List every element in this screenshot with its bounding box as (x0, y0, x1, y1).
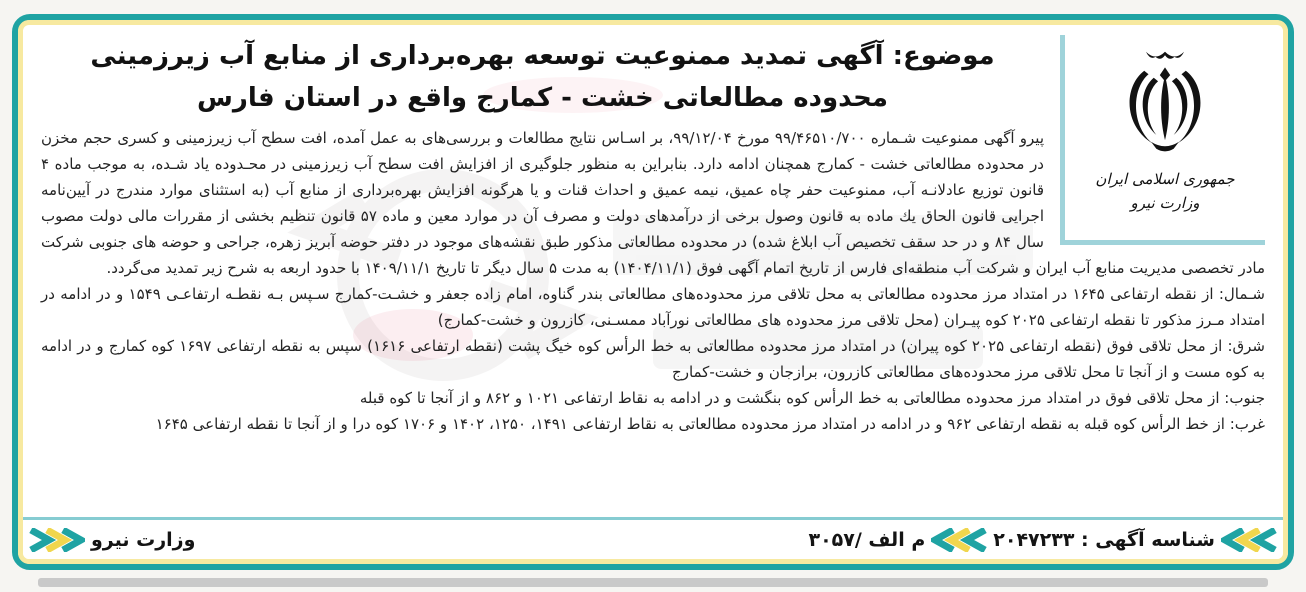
chevron-decor-icon (931, 528, 987, 552)
org-name: جمهوری اسلامی ایران (1095, 170, 1235, 188)
east-boundary-paragraph: شرق: از محل تلاقی فوق (نقطه ارتفاعی ۲۰۲۵ کوه پیران) در امتداد مرز محدوده مطالعاتی به خط الرأس کوه خیگ پشت (نقطه ارتفاعی ۱۶۱۶) سپس به نقطه ارتفاعی ۱۶۹۷ کوه کمارج و در ادامه به کوه مست و از آنجا تا محل تلاقی مرز محدوده‌های مطالعاتی کازرون، برازجان و خشت-کمارج (41, 337, 1266, 381)
ministry-footer-label: وزارت نیرو (91, 528, 196, 551)
chevron-decor-icon (1221, 528, 1277, 552)
chevron-decor-icon (29, 528, 85, 552)
emblem-box (1060, 35, 1265, 245)
shadow-strip (38, 578, 1268, 587)
notice-card (12, 14, 1294, 570)
west-boundary-paragraph: غرب: از خط الرأس کوه قبله به نقطه ارتفاعی ۹۶۲ و در ادامه در امتداد مرز محدوده مطالعاتی به نقاط ارتفاعی ۱۴۹۱، ۱۲۵۰، ۱۴۰۲ و ۱۷۰۶ کوه درا و از آنجا تا نقطه ارتفاعی ۱۶۴۵ (155, 415, 1265, 433)
south-boundary-paragraph: جنوب: از محل تلاقی فوق در امتداد مرز محدوده مطالعاتی به خط الرأس کوه بنگشت و در ادامه به نقاط ارتفاعی ۱۰۲۱ و ۸۶۲ و از آنجا تا کوه قبله (359, 389, 1265, 407)
title-line-2: محدوده مطالعاتی خشت - کمارج واقع در استان فارس (197, 83, 888, 113)
notice-flow (41, 35, 1265, 437)
ad-id (993, 529, 1215, 551)
title-line-1: موضوع: آگهی تمدید ممنوعیت توسعه بهره‌برداری از منابع آب زیرزمینی (90, 41, 995, 71)
iran-coat-of-arms-icon (1113, 43, 1217, 161)
ad-id-value: ۲۰۴۷۲۳۳ (993, 528, 1075, 551)
notice-card-inner (18, 20, 1288, 564)
north-boundary-paragraph: شـمال: از نقطه ارتفاعی ۱۶۴۵ در امتداد مرز محدوده مطالعاتی به محل تلاقی مرز محدوده‌های مطالعاتی بندر گناوه، امام زاده جعفر و خشـت-کمارج سـپس بـه نقطـه ارتفاعـی ۱۵۴۹ و در ادامه در امتداد مـرز مذکور تا نقطه ارتفاعی ۲۰۲۵ کوه پیـران (محل تلاقی مرز محدوده های مطالعاتی نورآباد ممسـنی، کازرون و خشت-کمارج) (41, 285, 1265, 329)
ministry-name: وزارت نیرو (1130, 194, 1200, 212)
ad-id-label: شناسه آگهی : (1074, 528, 1215, 551)
footer-bar (23, 517, 1283, 559)
notice-content (23, 25, 1283, 517)
m-alef-number: م الف /۳۰۵۷ (808, 528, 926, 551)
intro-paragraph: پیرو آگهی ممنوعیت شـماره ۹۹/۴۶۵۱۰/۷۰۰ مورخ ۹۹/۱۲/۰۴، بر اسـاس نتایج مطالعات و بررسی‌های به عمل آمده، افت سطح آب زیرزمینی و کسری حجم مخزن در محدوده مطالعاتی خشت - کمارج همچنان ادامه دارد. بنابراین به منظور جلوگیری از افزایش افت سطح آب زیرزمینی در محـدوده یاد شـده، به موجب ماده ۴ قانون توزیع عادلانـه آب، ممنوعیت حفر چاه عمیق، نیمه عمیق و احداث قنات و یا هرگونه افزایش بهره‌برداری از منابع آب (به استثنای موارد مندرج در آیین‌نامه اجرایی قانون الحاق یك ماده به قانون وصول برخی از درآمدهای دولت و مصرف آن در موارد معین و ماده ۵۷ قانون تنظیم بخشی از مقررات مالی دولت مصوب سال ۸۴ و در حد سقف تخصیص آب ابلاغ شده) در محدوده مطالعاتی مذکور طبق نقشه‌های موجود در دفتر حوضه آبریز زهره، جراحی و حوضه های جنوبی شرکت مادر تخصصی مدیریت منابع آب ایران و شرکت آب منطقه‌ای فارس از تاریخ اتمام آگهی فوق (۱۴۰۴/۱۱/۱) به مدت ۵ سال دیگر تا تاریخ ۱۴۰۹/۱۱/۱ با حدود اربعه به شرح زیر تمدید می‌گردد. (41, 129, 1265, 277)
